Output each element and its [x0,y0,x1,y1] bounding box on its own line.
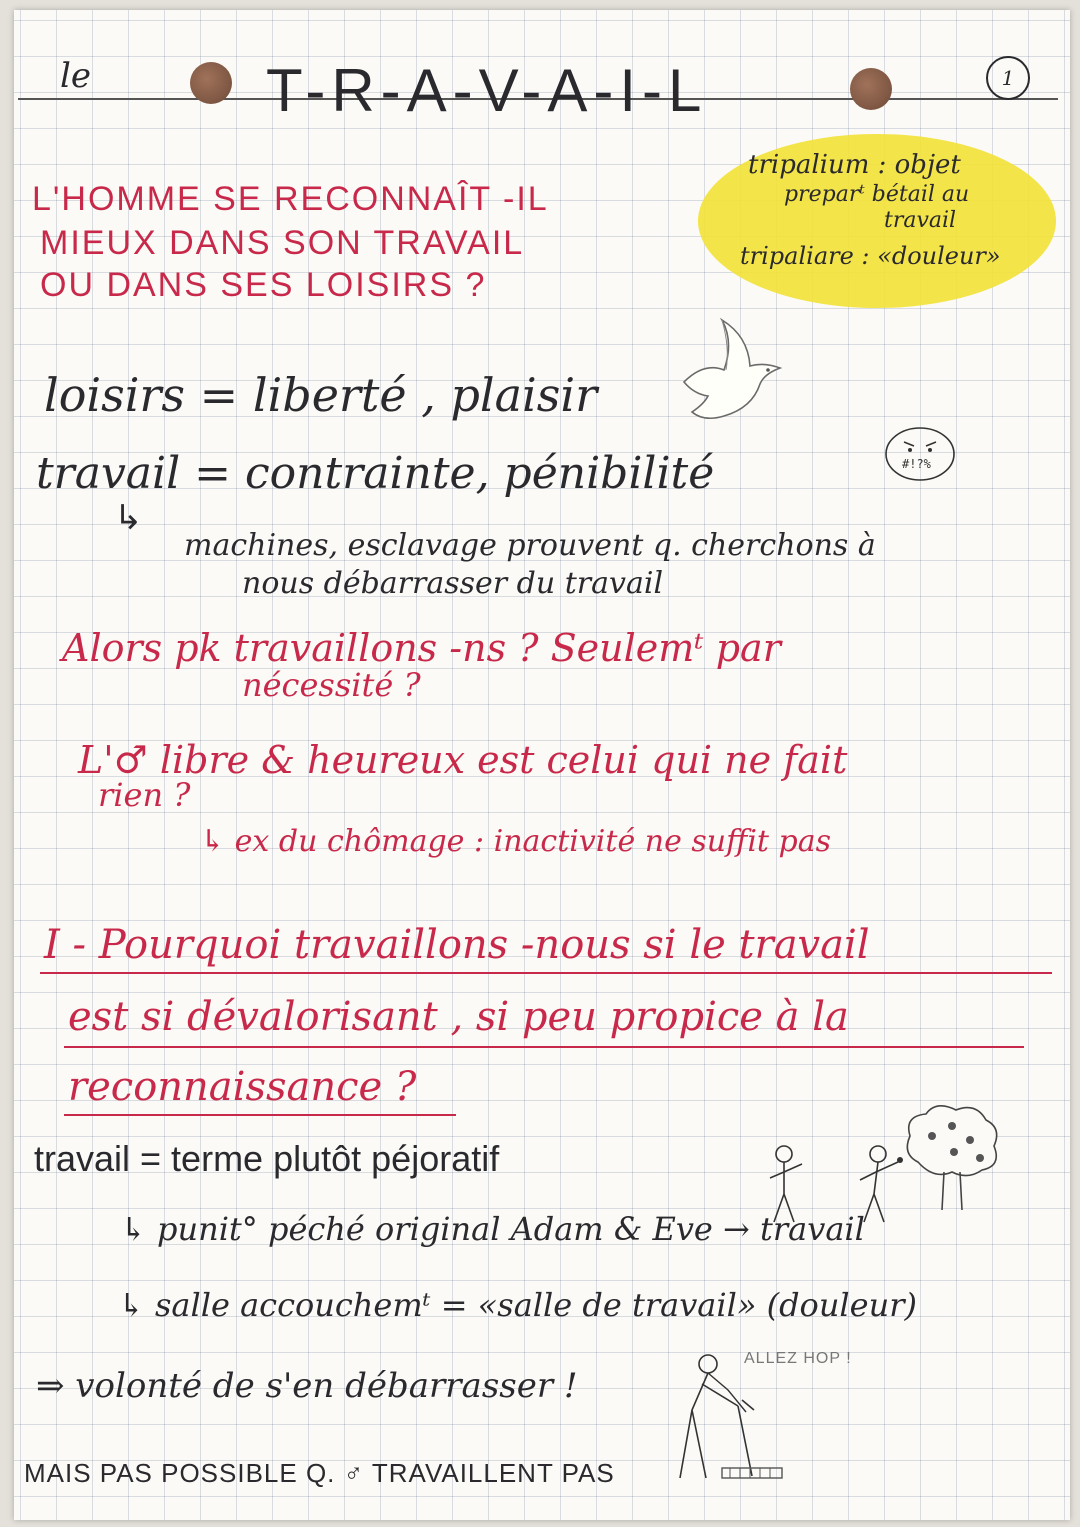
etymology-line-1: tripalium : objet [748,150,961,180]
alors-question-line-2: nécessité ? [242,666,421,704]
page-title: T-R-A-V-A-I-L [266,57,708,124]
section-1-underline-2 [64,1046,1024,1048]
etymology-line-4: tripaliare : «douleur» [740,242,1001,270]
header-article: le [60,56,91,96]
sweeping-figure-icon [650,1350,800,1490]
punition-note: ↳ punit° péché original Adam & Eve → travail [120,1210,865,1248]
question-line-1: L'HOMME SE RECONNAÎT -IL [32,180,549,218]
section-1-title-line-1: I - Pourquoi travaillons -nous si le travail [44,922,870,968]
angry-face-icon [882,424,958,484]
question-line-2: MIEUX DANS SON TRAVAIL [40,224,525,262]
dove-icon [664,312,794,432]
mais-conclusion: MAIS PAS POSSIBLE Q. ♂ TRAVAILLENT PAS [24,1458,615,1488]
punch-hole-right [850,68,892,110]
definition-travail: travail = contrainte, pénibilité [36,448,715,499]
machines-line-2: nous débarrasser du travail [242,566,664,601]
question-line-3: OU DANS SES LOISIRS ? [40,266,487,304]
page-number: 1 [1001,66,1015,90]
svg-text:#!?%: #!?% [902,457,931,471]
salle-note: ↳ salle accouchemᵗ = «salle de travail» (douleur) [118,1286,917,1324]
page-number-circle [986,56,1030,100]
definition-loisirs: loisirs = liberté , plaisir [44,368,598,422]
punch-hole-left [190,62,232,104]
alors-question-line-1: Alors pk travaillons -ns ? Seulemᵗ par [62,626,781,670]
chomage-note: ↳ ex du chômage : inactivité ne suffit pas [200,824,831,859]
libre-question-line-2: rien ? [98,776,191,814]
apple-tree-icon [896,1102,1006,1212]
section-1-underline-1 [40,972,1052,974]
etymology-line-3: travail [884,208,957,233]
arrow-machines: ↳ [114,498,143,538]
travail-terme: travail = terme plutôt péjoratif [34,1138,500,1179]
libre-question-line-1: L'♂ libre & heureux est celui qui ne fait [78,738,848,782]
allez-hop-label: ALLEZ HOP ! [744,1350,852,1367]
etymology-line-2: preparᵗ bétail au [784,182,970,207]
section-1-title-line-3: reconnaissance ? [68,1064,417,1110]
section-1-underline-3 [64,1114,456,1116]
machines-line-1: machines, esclavage prouvent q. cherchons à [184,528,876,563]
section-1-title-line-2: est si dévalorisant , si peu propice à la [68,994,849,1040]
volonte-note: ⇒ volonté de s'en débarrasser ! [36,1366,578,1406]
notebook-page [14,10,1070,1520]
